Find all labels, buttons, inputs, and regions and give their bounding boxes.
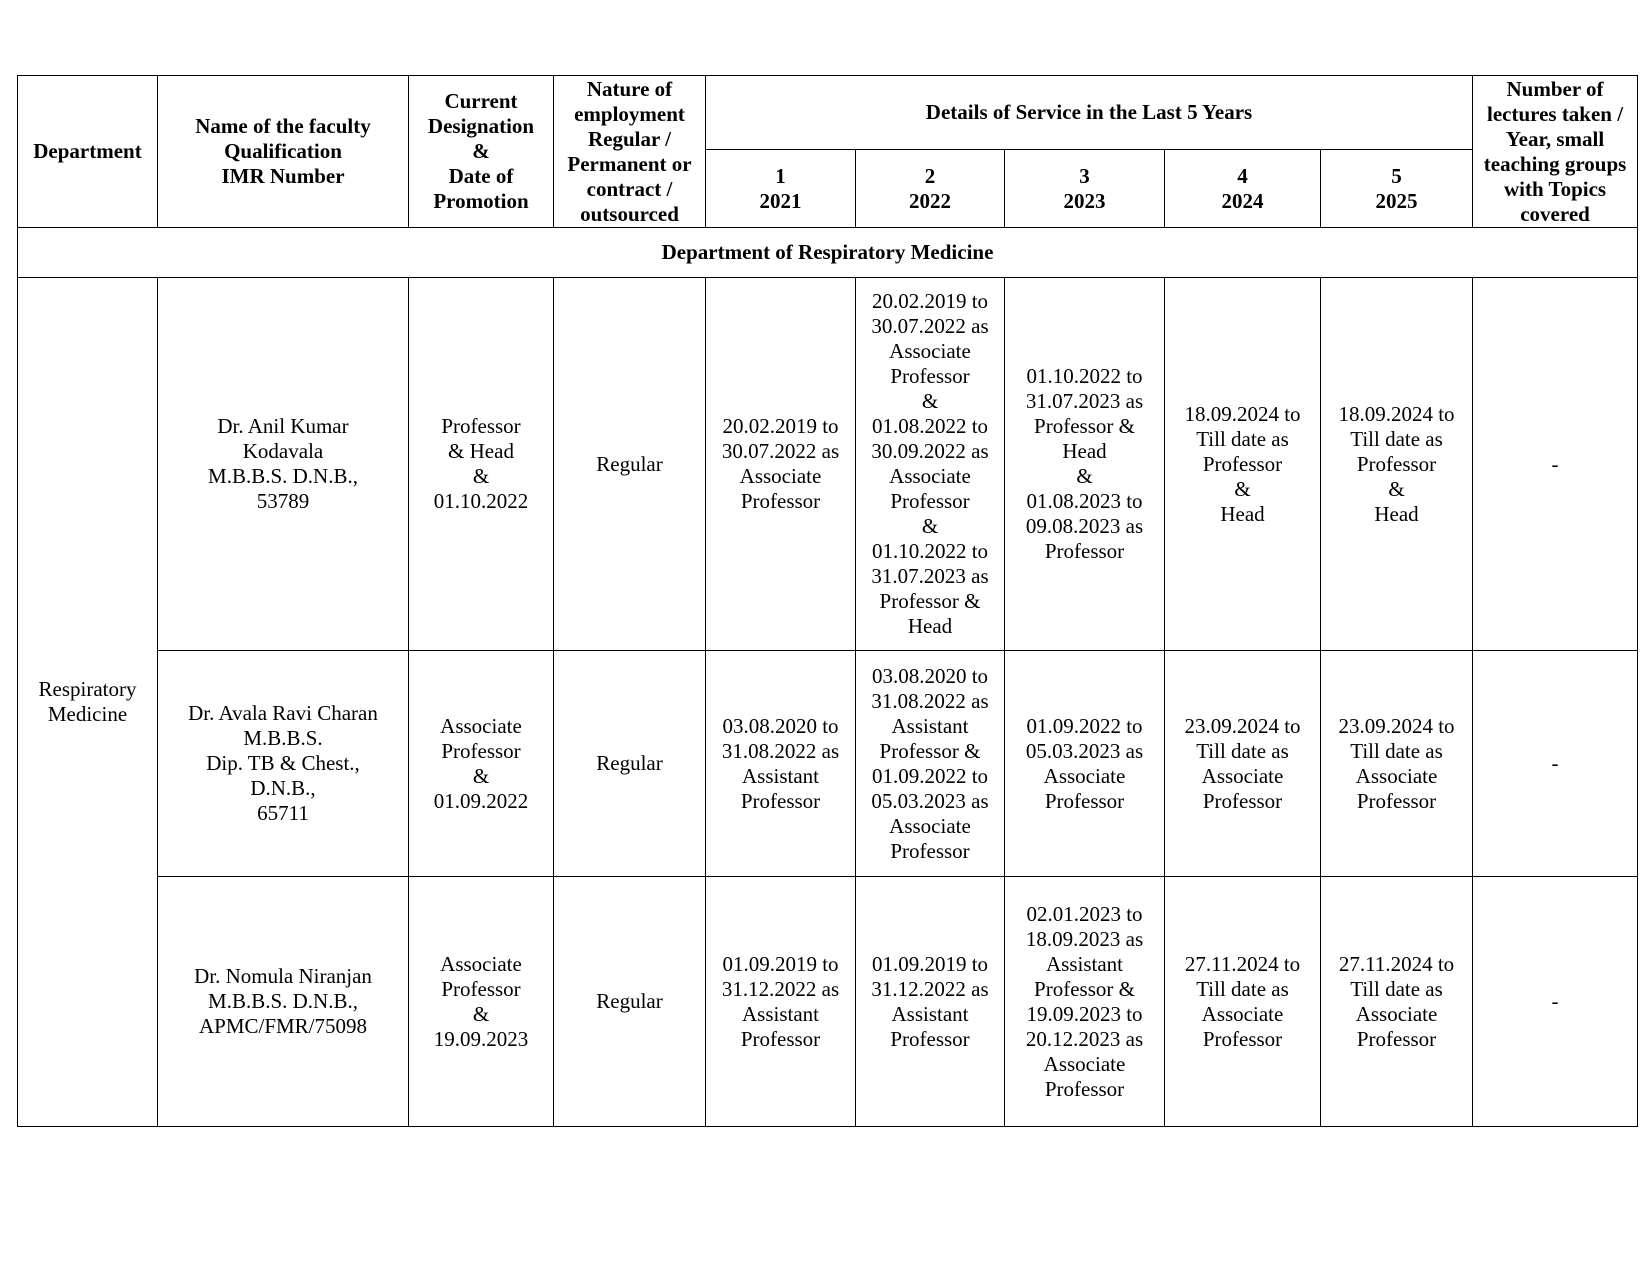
header-row-top [18, 76, 1638, 150]
service-cell-2024: 27.11.2024 to Till date as Associate Professor [1165, 877, 1321, 1127]
employment-cell: Regular [554, 278, 706, 651]
faculty-cell: Dr. Avala Ravi Charan M.B.B.S. Dip. TB & Chest., D.N.B., 65711 [158, 651, 409, 877]
header-designation: Current Designation & Date of Promotion [409, 76, 554, 228]
table-row [18, 651, 1638, 877]
header-year-2 [856, 150, 1005, 228]
header-faculty: Name of the faculty Qualification IMR Number [158, 76, 409, 228]
lectures-cell: - [1473, 278, 1638, 651]
department-cell: Respiratory Medicine [18, 278, 158, 1127]
header-service-group: Details of Service in the Last 5 Years [706, 76, 1473, 150]
year-number: 1 [775, 163, 786, 188]
employment-cell: Regular [554, 877, 706, 1127]
service-cell-2025: 27.11.2024 to Till date as Associate Professor [1321, 877, 1473, 1127]
service-cell-2021: 03.08.2020 to 31.08.2022 as Assistant Professor [706, 651, 856, 877]
designation-cell: Professor & Head & 01.10.2022 [409, 278, 554, 651]
designation-cell: Associate Professor & 01.09.2022 [409, 651, 554, 877]
year-number: 3 [1079, 163, 1090, 188]
year-number: 2 [924, 163, 936, 188]
service-cell-2021: 01.09.2019 to 31.12.2022 as Assistant Professor [706, 877, 856, 1127]
service-cell-2022: 20.02.2019 to 30.07.2022 as Associate Professor & 01.08.2022 to 30.09.2022 as Associate Professor & 01.10.2022 to 31.07.2023 as Professor & Head [856, 278, 1005, 651]
service-cell-2024: 23.09.2024 to Till date as Associate Professor [1165, 651, 1321, 877]
year-label: 2024 [1221, 188, 1264, 213]
service-cell-2024: 18.09.2024 to Till date as Professor & Head [1165, 278, 1321, 651]
lectures-cell: - [1473, 877, 1638, 1127]
year-number: 4 [1237, 163, 1248, 188]
service-cell-2025: 18.09.2024 to Till date as Professor & Head [1321, 278, 1473, 651]
section-row [18, 228, 1638, 278]
table-row [18, 278, 1638, 651]
service-cell-2022: 01.09.2019 to 31.12.2022 as Assistant Professor [856, 877, 1005, 1127]
header-department: Department [18, 76, 158, 228]
service-cell-2023: 01.10.2022 to 31.07.2023 as Professor & Head & 01.08.2023 to 09.08.2023 as Professor [1005, 278, 1165, 651]
lectures-cell: - [1473, 651, 1638, 877]
header-year-5 [1321, 150, 1473, 228]
header-year-3 [1005, 150, 1165, 228]
service-cell-2023: 01.09.2022 to 05.03.2023 as Associate Professor [1005, 651, 1165, 877]
designation-cell: Associate Professor & 19.09.2023 [409, 877, 554, 1127]
section-title: Department of Respiratory Medicine [18, 228, 1638, 278]
employment-cell: Regular [554, 651, 706, 877]
year-label: 2025 [1375, 188, 1418, 213]
service-cell-2023: 02.01.2023 to 18.09.2023 as Assistant Professor & 19.09.2023 to 20.12.2023 as Associate Professor [1005, 877, 1165, 1127]
service-cell-2022: 03.08.2020 to 31.08.2022 as Assistant Professor & 01.09.2022 to 05.03.2023 as Associate Professor [856, 651, 1005, 877]
header-year-4 [1165, 150, 1321, 228]
service-cell-2025: 23.09.2024 to Till date as Associate Professor [1321, 651, 1473, 877]
header-employment: Nature of employment Regular / Permanent or contract / outsourced [554, 76, 706, 228]
year-label: 2022 [909, 188, 951, 213]
faculty-service-table [17, 75, 1638, 1127]
year-label: 2023 [1063, 188, 1106, 213]
year-label: 2021 [759, 188, 802, 213]
faculty-cell: Dr. Anil Kumar Kodavala M.B.B.S. D.N.B., 53789 [158, 278, 409, 651]
header-lectures: Number of lectures taken / Year, small teaching groups with Topics covered [1473, 76, 1638, 228]
header-year-1 [706, 150, 856, 228]
table-row [18, 877, 1638, 1127]
service-cell-2021: 20.02.2019 to 30.07.2022 as Associate Professor [706, 278, 856, 651]
year-number: 5 [1391, 163, 1402, 188]
faculty-cell: Dr. Nomula Niranjan M.B.B.S. D.N.B., APMC/FMR/75098 [158, 877, 409, 1127]
